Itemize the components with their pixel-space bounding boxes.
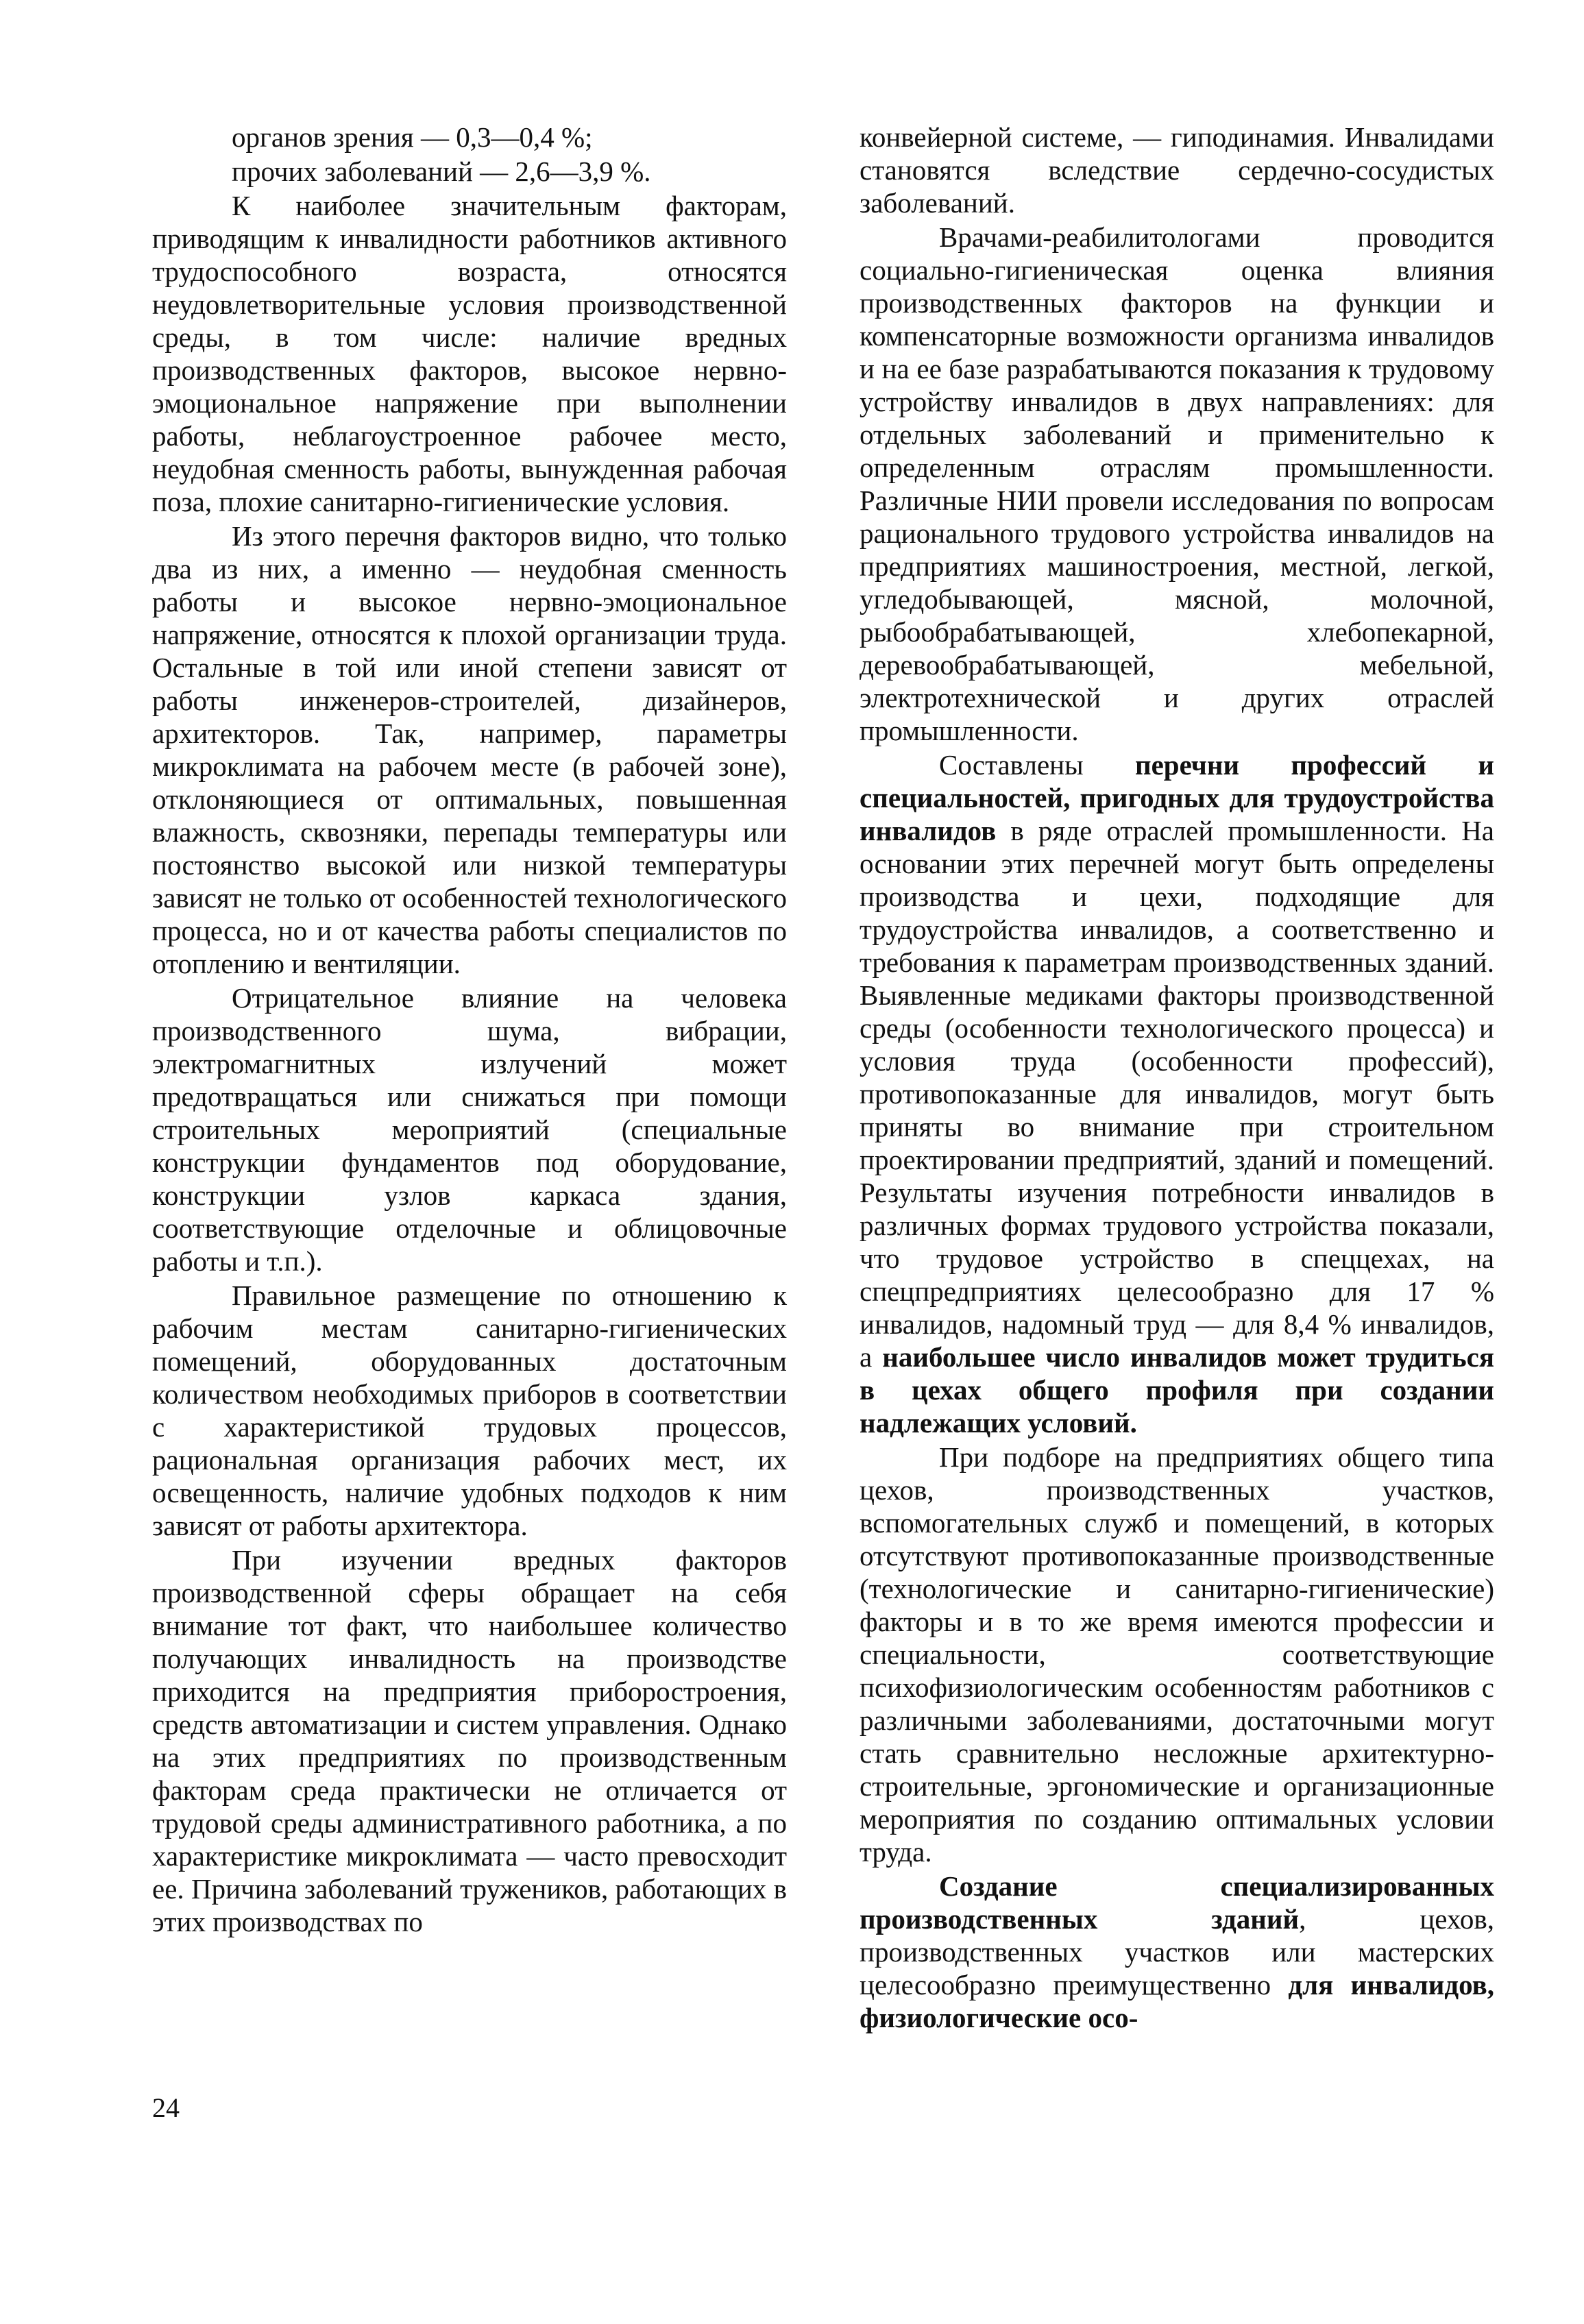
paragraph-continuation: конвейерной системе, — гиподинамия. Инвалидами становятся вследствие сердечно-сосудистых заболеваний. [860,121,1494,219]
paragraph: При подборе на предприятиях общего типа цехов, производственных участков, вспомогательных служб и помещений, в которых отсутствуют противопоказанные производственные (технологические и санитарно-гигиенические) факторы и в то же время имеются профессии и специальности, соответствующие психофизиологическим особенностям работников с различными заболеваниями, достаточными могут стать сравнительно несложные архитектурно-строительные, эргономические и организационные мероприятия по созданию оптимальных условии труда. [860,1441,1494,1868]
paragraph: Отрицательное влияние на человека производственного шума, вибрации, электромагнитных излучений может предотвращаться или снижаться при помощи строительных мероприятий (специальные конструкции фундаментов под оборудование, конструкции узлов каркаса здания, соответствующие отделочные и облицовочные работы и т.п.). [152,982,787,1277]
bold-text: для инвалидов, физиологические осо- [860,1969,1494,2033]
left-column [152,121,787,1938]
paragraph: Правильное размещение по отношению к рабочим местам санитарно-гигиенических помещений, оборудованных достаточным количеством необходимых приборов в соответствии с характеристикой трудовых процессов, рациональная организация рабочих мест, их освещенность, наличие удобных подходов к ним зависят от работы архитектора. [152,1280,787,1541]
bold-text: перечни профессий и специальностей, пригодных для трудоустройства инвалидов [860,749,1494,846]
bold-text: наибольшее число инвалидов может трудиться в цехах общего профиля при создании надлежащих условий. [860,1341,1495,1439]
text-run: в ряде отраслей промышленности. На основании этих перечней могут быть определены производства и цехи, подходящие для трудоустройства инвалидов, а соответственно и требования к параметрам производственных зданий. Выявленные медиками факторы производственной среды (особенности технологического процесса) и условия труда (особенности профессий), противопоказанные для инвалидов, могут быть приняты во внимание при строительном проектировании предприятий, зданий и помещений. Результаты изучения потребности инвалидов в различных формах трудового устройства показали, что трудовое устройство в спеццехах, на спецпредприятиях целесообразно для 17 % инвалидов, надомный труд — для 8,4 % инвалидов, а [860,815,1494,1373]
paragraph [860,748,1494,1439]
paragraph: К наиболее значительным факторам, приводящим к инвалидности работников активного трудоспособного возраста, относятся неудовлетворительные условия производственной среды, в том числе: наличие вредных производственных факторов, высокое нервно-эмоциональное напряжение при выполнении работы, неблагоустроенное рабочее место, неудобная сменность работы, вынужденная рабочая поза, плохие санитарно-гигиенические условия. [152,190,787,517]
paragraph: Из этого перечня факторов видно, что только два из них, а именно — неудобная сменность работы и высокое нервно-эмоциональное напряжение, относятся к плохой организации труда. Остальные в той или иной степени зависят от работы инженеров-строителей, дизайнеров, архитекторов. Так, например, параметры микроклимата на рабочем месте (в рабочей зоне), отклоняющиеся от оптимальных, повышенная влажность, сквозняки, перепады температуры или постоянство высокой или низкой температуры зависят не только от особенностей технологического процесса, но и от качества работы специалистов по отоплению и вентиляции. [152,520,787,979]
paragraph: Врачами-реабилитологами проводится социально-гигиеническая оценка влияния производственных факторов на функции и компенсаторные возможности организма инвалидов и на ее базе разрабатываются показания к трудовому устройству инвалидов в двух направлениях: для отдельных заболеваний и применительно к определенным отраслям промышленности. Различные НИИ провели исследования по вопросам рационального трудового устройства инвалидов на предприятиях машиностроения, местной, легкой, угледобывающей, мясной, молочной, рыбообрабатывающей, хлебопекарной, деревообрабатывающей, мебельной, электротехнической и других отраслей промышленности. [860,221,1494,746]
text-run: , цехов, производственных участков или мастерских целесообразно преимущественно [860,1903,1494,2001]
bold-text: Создание специализированных производственных зданий [860,1870,1494,1935]
right-column [860,121,1494,2034]
page-number: 24 [152,2092,180,2123]
list-item-other-diseases: прочих заболеваний — 2,6—3,9 %. [232,156,651,187]
list-item-vision: органов зрения — 0,3—0,4 %; [232,121,593,153]
paragraph [860,1870,1494,2034]
text-run: Составлены [939,749,1135,781]
paragraph: При изучении вредных факторов производственной сферы обращает на себя внимание тот факт, что наибольшее количество получающих инвалидность на производстве приходится на предприятия приборостроения, средств автоматизации и систем управления. Однако на этих предприятиях по производственным факторам среда практически не отличается от трудовой среды административного работника, а по характеристике микроклимата — часто превосходит ее. Причина заболеваний тружеников, работающих в этих производствах по [152,1544,787,1937]
